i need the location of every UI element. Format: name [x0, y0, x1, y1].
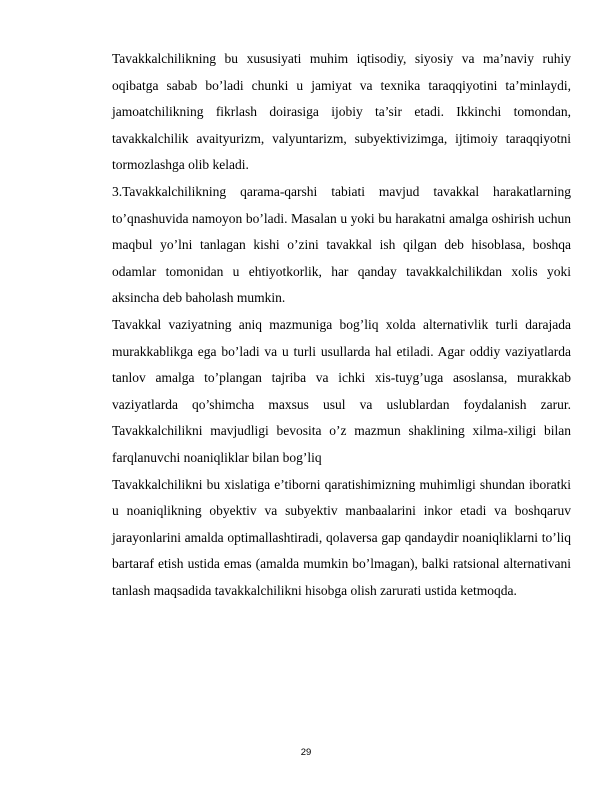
paragraph-4: Tavakkalchilikni bu xislatiga e’tiborni qaratishimizning muhimligi shundan iboratki u noaniqlikning obyektiv va subyektiv manbaalarini inkor etadi va boshqaruv jarayonlarini amalda optimallashtiradi, qolaversa gap qandaydir noaniqliklarni to’liq bartaraf etish ustida emas (amalda mumkin bo’lmagan), balki ratsional alternativani tanlash maqsadida tavakkalchilikni hisobga olish zarurati ustida ketmoqda. [112, 476, 571, 598]
page-number: 29 [300, 747, 312, 758]
paragraph-3: Tavakkal vaziyatning aniq mazmuniga bog’liq xolda alternativlik turli darajada murakkablikga ega bo’ladi va u turli usullarda hal etiladi. Agar oddiy vaziyatlarda tanlov amalga to’plangan tajriba va ichki xis-tuyg’uga asoslansa, murakkab vaziyatlarda qo’shimcha maxsus usul va uslublardan foydalanish zarur. Tavakkalchilikni mavjudligi bevosita o’z mazmun shaklining xilma-xiligi bilan farqlanuvchi noaniqliklar bilan bog’liq [112, 316, 571, 465]
paragraph-2: 3.Tavakkalchilikning qarama-qarshi tabiati mavjud tavakkal harakatlarning to’qnashuvida namoyon bo’ladi. Masalan u yoki bu harakatni amalga oshirish uchun maqbul yo’lni tanlagan kishi o’zini tavakkal ish qilgan deb hisoblasa, boshqa odamlar tomonidan u ehtiyotkorlik, har qanday tavakkalchilikdan xolis yoki aksincha deb baholash mumkin. [112, 183, 571, 306]
paragraph-1: Tavakkalchilikning bu xususiyati muhim iqtisodiy, siyosiy va ma’naviy ruhiy oqibatga sabab bo’ladi chunki u jamiyat va texnika taraqqiyotini ta’minlaydi, jamoatchilikning fikrlash doirasiga ijobiy ta’sir etadi. Ikkinchi tomondan, tavakkalchilik avaityurizm, valyuntarizm, subyektivizimga, ijtimoiy taraqqiyotni tormozlashga olib keladi. [112, 51, 571, 173]
document-body [112, 46, 571, 604]
